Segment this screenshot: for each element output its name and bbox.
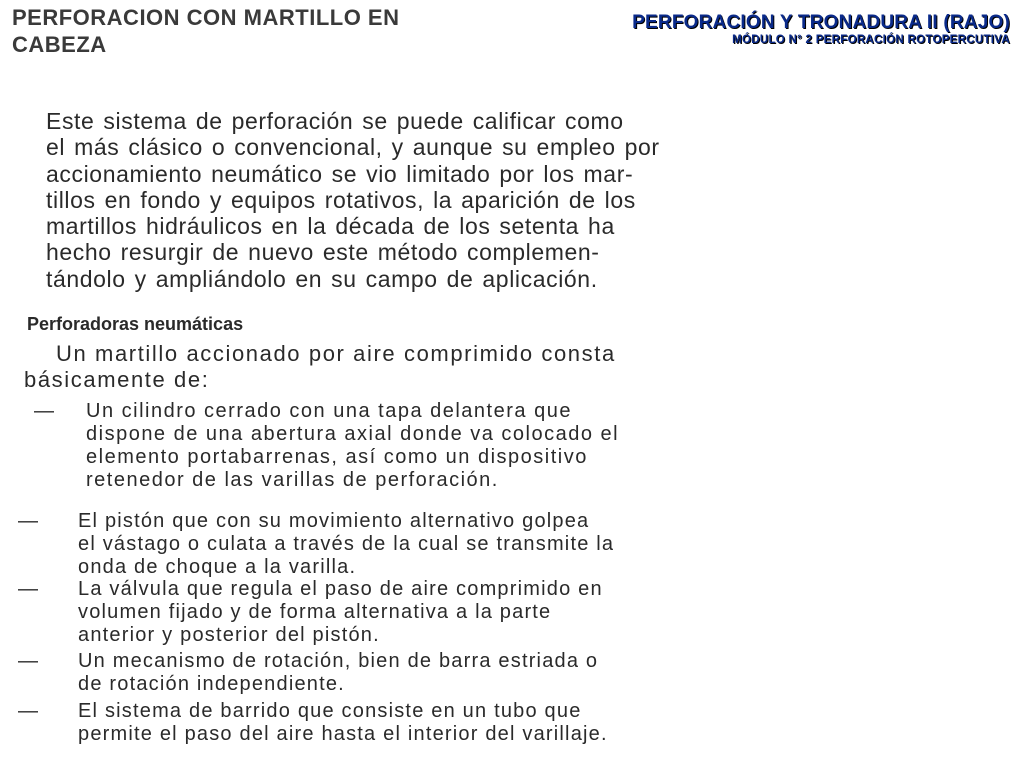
list-item (18, 700, 608, 746)
list-dash: — (18, 650, 38, 672)
list-dash: — (18, 510, 38, 532)
list-item-text (78, 578, 603, 647)
list-item-text (78, 700, 608, 746)
intro-paragraph (46, 108, 916, 292)
list-item (18, 510, 614, 579)
list-dash: — (18, 578, 38, 600)
list-item-text (86, 400, 619, 492)
course-name: PERFORACIÓN Y TRONADURA II (RAJO) (632, 12, 1010, 33)
list-dash: — (34, 400, 54, 422)
list-item-line: elemento portabarrenas, así como un dispositivo (86, 446, 588, 468)
intro-line: tillos en fondo y equipos rotativos, la aparición de los (46, 186, 636, 213)
document-title-line-2: CABEZA (12, 32, 107, 57)
intro-line: accionamiento neumático se vio limitado por los mar- (46, 160, 634, 187)
intro-line: martillos hidráulicos en la década de los setenta ha (46, 213, 615, 240)
list-item-line: El sistema de barrido que consiste en un tubo que (78, 700, 582, 722)
list-item-line: retenedor de las varillas de perforación. (86, 469, 499, 491)
lead-line: básicamente de: (24, 367, 210, 392)
list-item-line: volumen fijado y de forma alternativa a la parte (78, 601, 552, 623)
list-item-text (78, 510, 614, 579)
list-item-line: El pistón que con su movimiento alternativo golpea (78, 510, 590, 532)
list-item (34, 400, 619, 492)
course-header (632, 12, 1010, 47)
list-item (18, 650, 598, 696)
lead-paragraph (24, 341, 904, 393)
list-item-line: el vástago o culata a través de la cual se transmite la (78, 533, 615, 555)
list-item-line: dispone de una abertura axial donde va colocado el (86, 423, 620, 445)
intro-line: tándolo y ampliándolo en su campo de aplicación. (46, 265, 598, 292)
course-module: MÓDULO N° 2 PERFORACIÓN ROTOPERCUTIVA (732, 34, 1010, 46)
intro-line: el más clásico o convencional, y aunque su empleo por (46, 134, 660, 161)
document-title (12, 4, 472, 58)
intro-line: Este sistema de perforación se puede calificar como (46, 108, 624, 134)
lead-line: Un martillo accionado por aire comprimido consta (56, 341, 616, 366)
list-item-line: Un cilindro cerrado con una tapa delantera que (86, 400, 572, 422)
list-item-line: La válvula que regula el paso de aire comprimido en (78, 578, 603, 600)
list-item (18, 578, 603, 647)
list-item-line: onda de choque a la varilla. (78, 556, 357, 578)
list-item-line: permite el paso del aire hasta el interior del varillaje. (78, 723, 608, 745)
list-item-line: Un mecanismo de rotación, bien de barra estriada o (78, 650, 599, 672)
document-title-line-1: PERFORACION CON MARTILLO EN (12, 5, 400, 30)
list-item-text (78, 650, 598, 696)
intro-line: hecho resurgir de nuevo este método complemen- (46, 239, 600, 266)
list-dash: — (18, 700, 38, 722)
list-item-line: de rotación independiente. (78, 673, 345, 695)
section-heading: Perforadoras neumáticas (27, 314, 244, 334)
list-item-line: anterior y posterior del pistón. (78, 624, 380, 646)
